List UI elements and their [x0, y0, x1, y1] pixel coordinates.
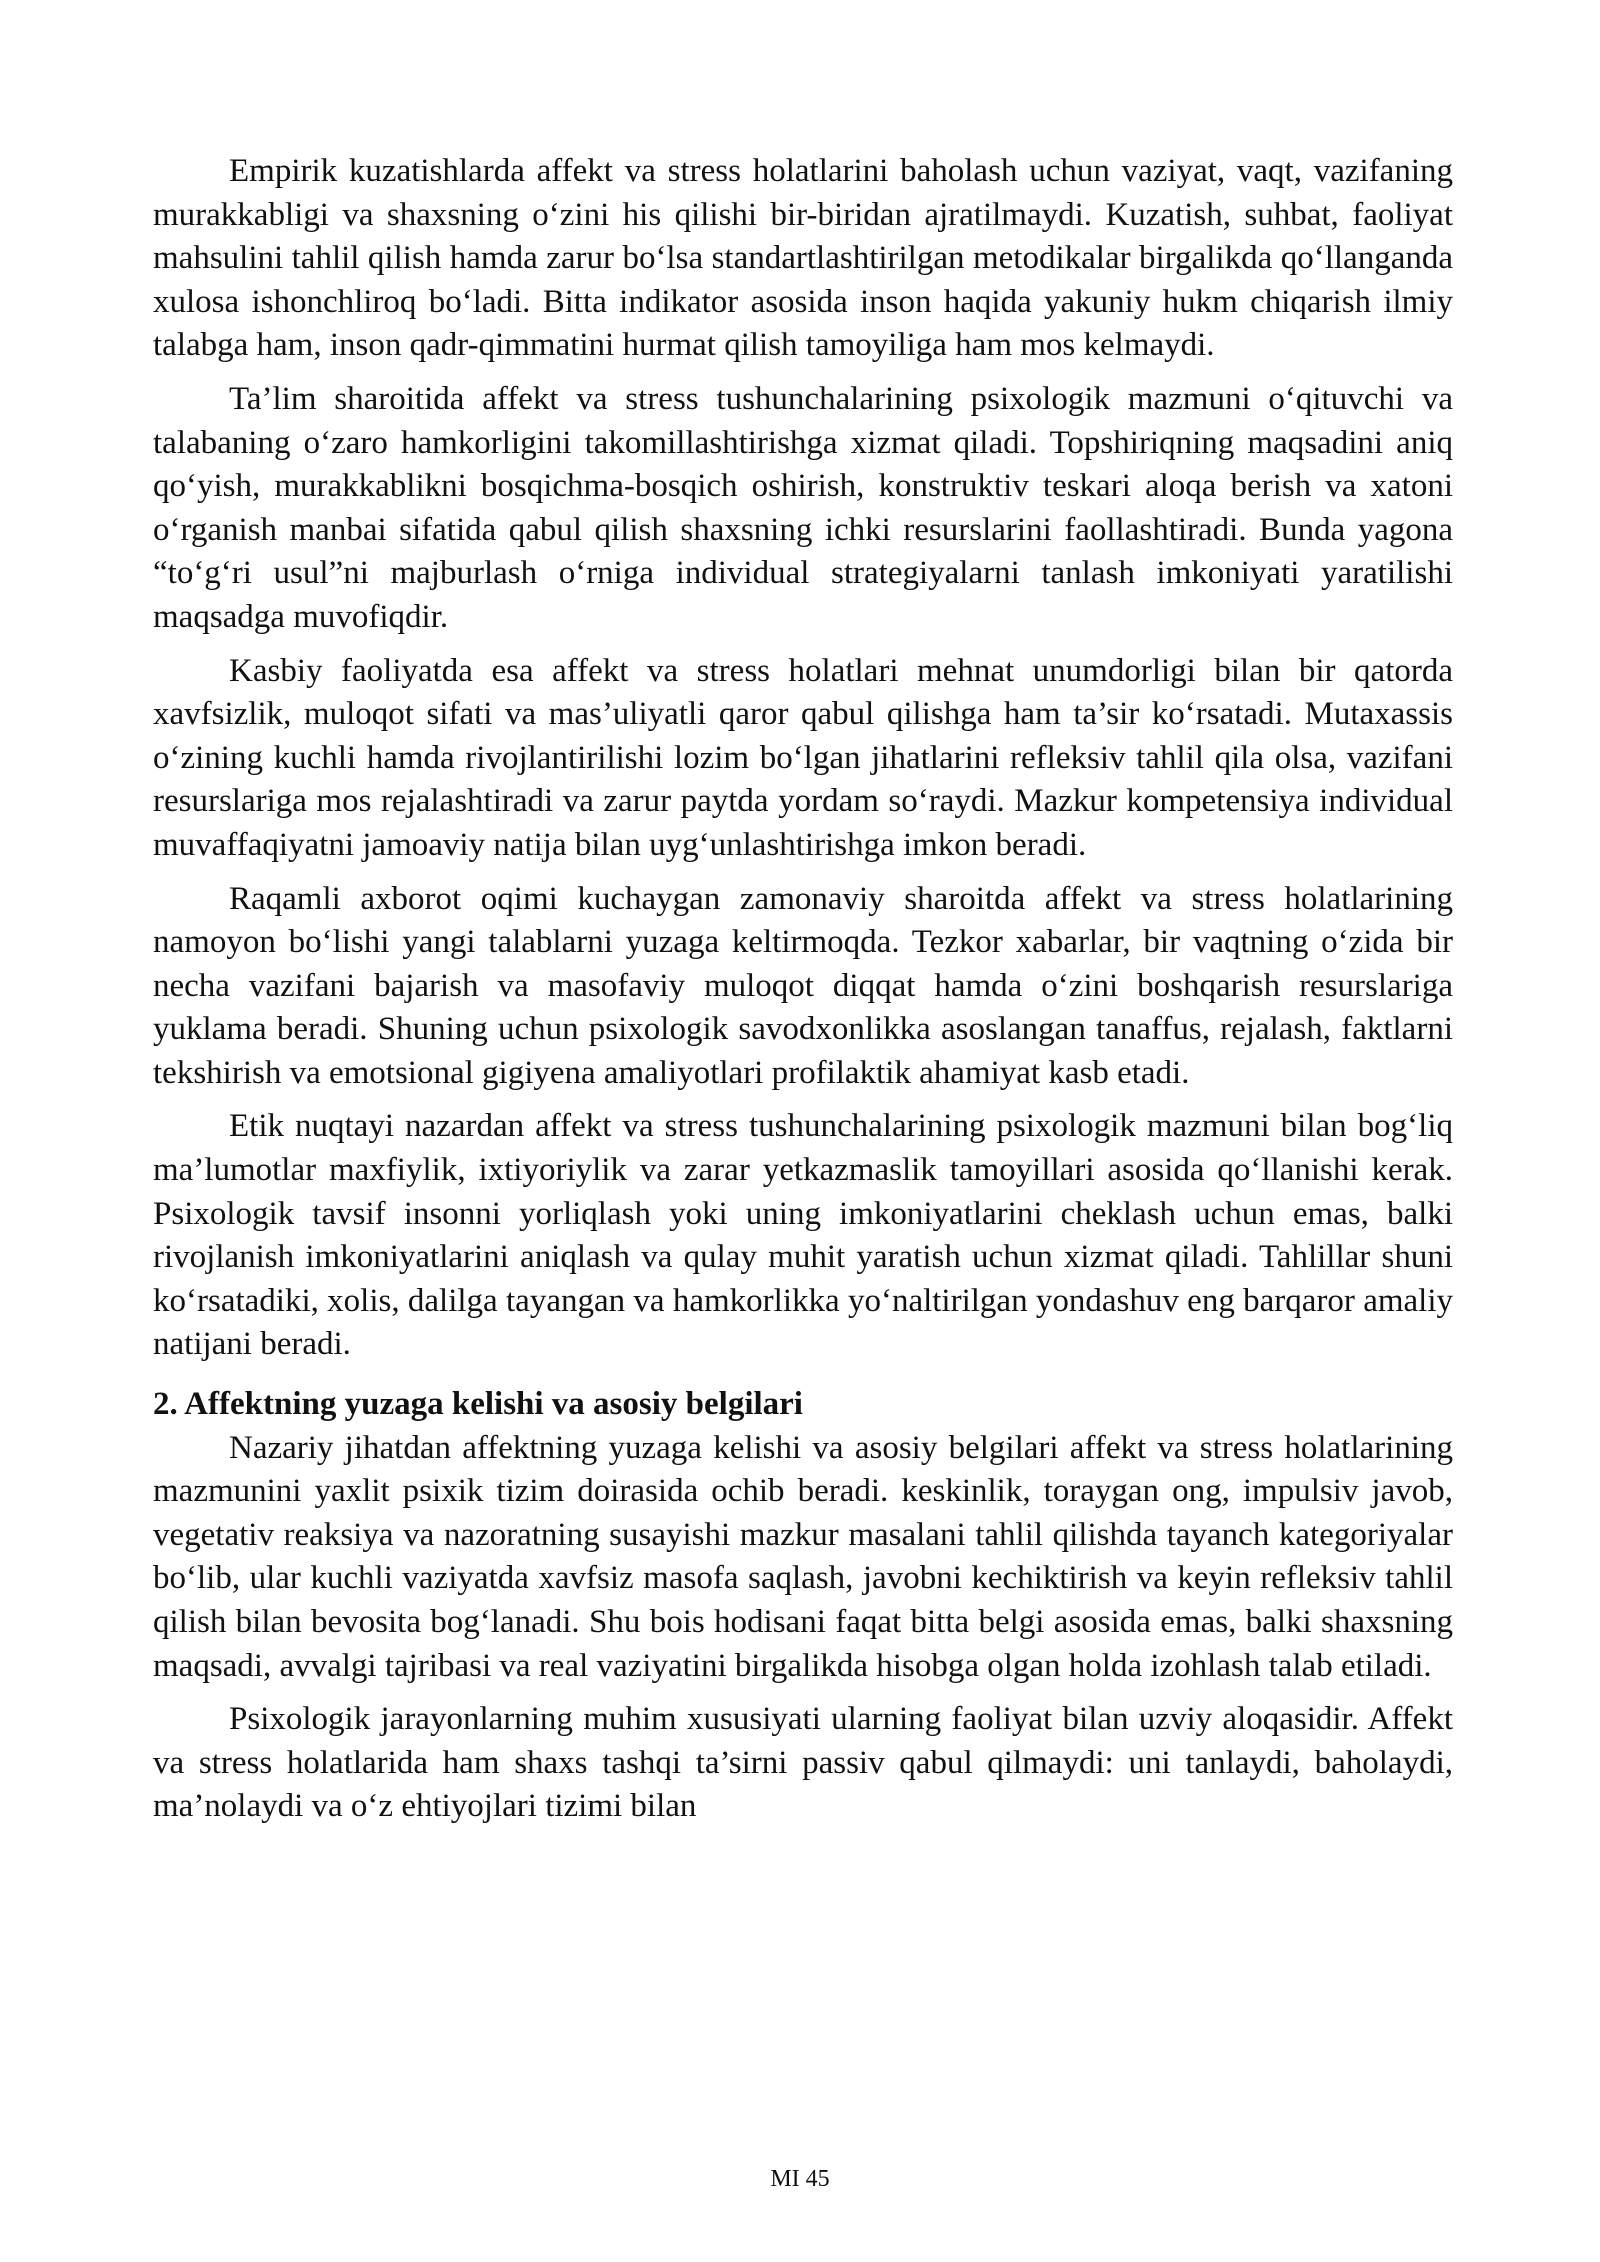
paragraph-theoretical-aspect: Nazariy jihatdan affektning yuzaga kelishi va asosiy belgilari affekt va stress holatlarining mazmunini yaxlit psixik tizim doirasida ochib beradi. keskinlik, toraygan ong, impulsiv javob, vegetativ reaksiya va nazoratning susayishi mazkur masalani tahlil qilishda tayanch kategoriyalar bo‘lib, ular kuchli vaziyatda xavfsiz masofa saqlash, javobni kechiktirish va keyin refleksiv tahlil qilish bilan bevosita bog‘lanadi. Shu bois hodisani faqat bitta belgi asosida emas, balki shaxsning maqsadi, avvalgi tajribasi va real vaziyatini birgalikda hisobga olgan holda izohlash talab etiladi. [153, 1429, 1453, 1684]
paragraph-education-context: Ta’lim sharoitida affekt va stress tushunchalarining psixologik mazmuni o‘qituvchi va talabaning o‘zaro hamkorligini takomillashtirishga xizmat qiladi. Topshiriqning maqsadini aniq qo‘yish, murakkablikni bosqichma-bosqich oshirish, konstruktiv teskari aloqa berish va xatoni o‘rganish manbai sifatida qabul qilish shaxsning ichki resurslarini faollashtiradi. Bunda yagona “to‘g‘ri usul”ni majburlash o‘rniga individual strategiyalarni tanlash imkoniyati yaratilishi maqsadga muvofiqdir. [153, 380, 1453, 635]
paragraph-digital-information: Raqamli axborot oqimi kuchaygan zamonaviy sharoitda affekt va stress holatlarining namoyon bo‘lishi yangi talablarni yuzaga keltirmoqda. Tezkor xabarlar, bir vaqtning o‘zida bir necha vazifani bajarish va masofaviy muloqot diqqat hamda o‘zini boshqarish resurslariga yuklama beradi. Shuning uchun psixologik savodxonlikka asoslangan tanaffus, rejalash, faktlarni tekshirish va emotsional gigiyena amaliyotlari profilaktik ahamiyat kasb etadi. [153, 880, 1453, 1091]
paragraph-empirical-observation: Empirik kuzatishlarda affekt va stress holatlarini baholash uchun vaziyat, vaqt, vazifaning murakkabligi va shaxsning o‘zini his qilishi bir-biridan ajratilmaydi. Kuzatish, suhbat, faoliyat mahsulini tahlil qilish hamda zarur bo‘lsa standartlashtirilgan metodikalar birgalikda qo‘llanganda xulosa ishonchliroq bo‘ladi. Bitta indikator asosida inson haqida yakuniy hukm chiqarish ilmiy talabga ham, inson qadr-qimmatini hurmat qilish tamoyiliga ham mos kelmaydi. [153, 153, 1453, 364]
page-number: MI 45 [770, 2166, 830, 2192]
paragraph-professional-activity: Kasbiy faoliyatda esa affekt va stress holatlari mehnat unumdorligi bilan bir qatorda xavfsizlik, muloqot sifati va mas’uliyatli qaror qabul qilishga ham ta’sir ko‘rsatadi. Mutaxassis o‘zining kuchli hamda rivojlantirilishi lozim bo‘lgan jihatlarini refleksiv tahlil qila olsa, vazifani resurslariga mos rejalashtiradi va zarur paytda yordam so‘raydi. Mazkur kompetensiya individual muvaffaqiyatni jamoaviy natija bilan uyg‘unlashtirishga imkon beradi. [153, 652, 1453, 863]
paragraph-psychological-processes: Psixologik jarayonlarning muhim xususiyati ularning faoliyat bilan uzviy aloqasidir. Affekt va stress holatlarida ham shaxs tashqi ta’sirni passiv qabul qilmaydi: uni tanlaydi, baholaydi, ma’nolaydi va o‘z ehtiyojlari tizimi bilan [153, 1701, 1453, 1825]
section-heading: 2. Affektning yuzaga kelishi va asosiy belgilari [153, 1386, 803, 1423]
paragraph-ethical-perspective: Etik nuqtayi nazardan affekt va stress tushunchalarining psixologik mazmuni bilan bog‘liq ma’lumotlar maxfiylik, ixtiyoriylik va zarar yetkazmaslik tamoyillari asosida qo‘llanishi kerak. Psixologik tavsif insonni yorliqlash yoki uning imkoniyatlarini cheklash uchun emas, balki rivojlanish imkoniyatlarini aniqlash va qulay muhit yaratish uchun xizmat qiladi. Tahlillar shuni ko‘rsatadiki, xolis, dalilga tayangan va hamkorlikka yo‘naltirilgan yondashuv eng barqaror amaliy natijani beradi. [153, 1108, 1453, 1363]
page-body [153, 150, 1453, 1839]
